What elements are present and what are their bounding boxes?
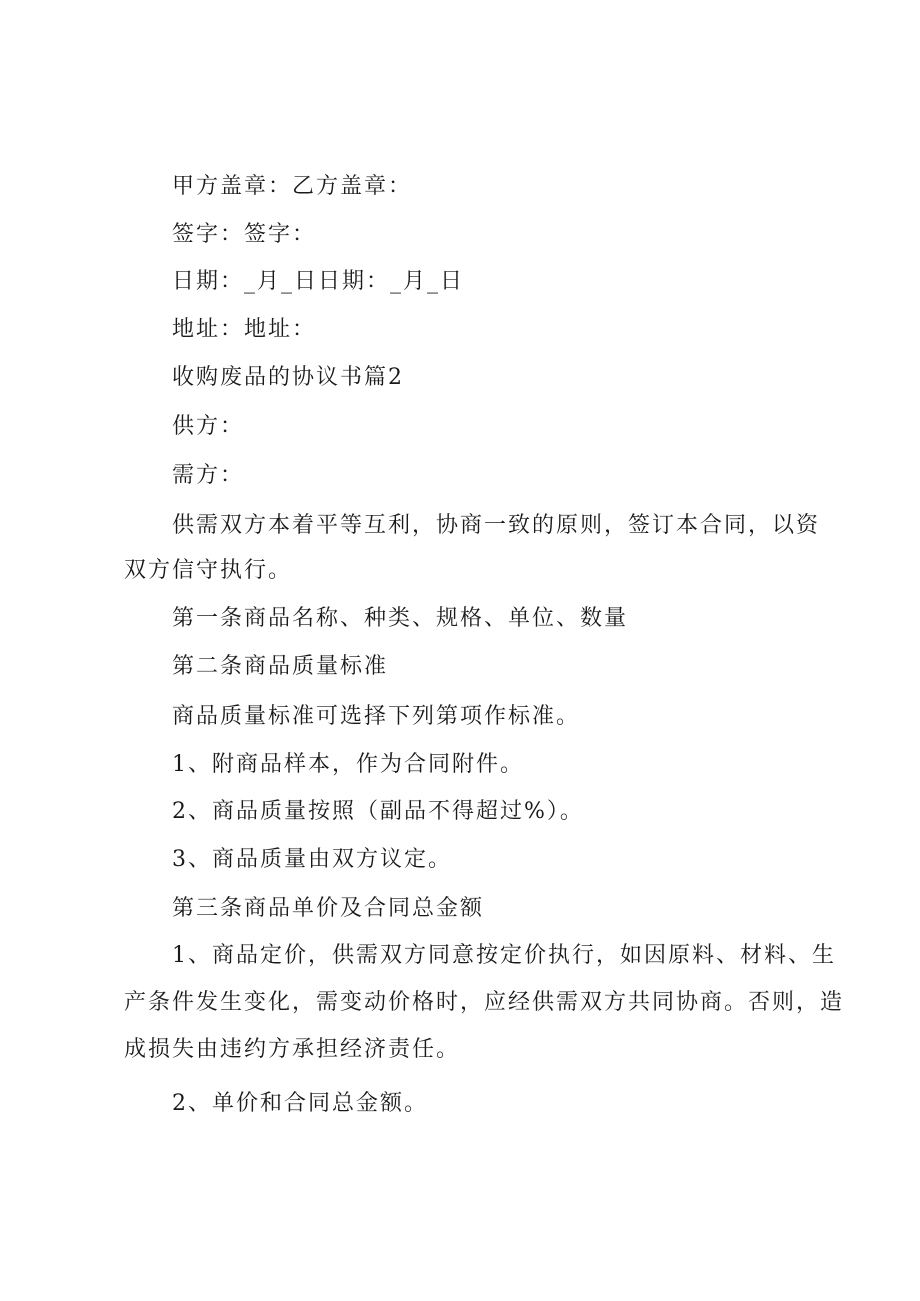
quality-standard-text: 商品质量标准可选择下列第项作标准。 xyxy=(172,704,581,729)
price-item-1-line-3: 成损失由违约方承担经济责任。 xyxy=(124,1037,461,1062)
quality-item-3: 3、商品质量由双方议定。 xyxy=(172,847,452,872)
preamble-line-2: 双方信守执行。 xyxy=(124,558,293,583)
supplier-line: 供方： xyxy=(172,414,245,439)
article-3-heading: 第三条商品单价及合同总金额 xyxy=(172,896,485,921)
buyer-line: 需方： xyxy=(172,463,245,488)
price-item-1-line-2: 产条件发生变化，需变动价格时，应经供需双方共同协商。否则，造 xyxy=(124,990,845,1015)
quality-item-2: 2、商品质量按照（副品不得超过%）。 xyxy=(172,799,584,824)
seal-line: 甲方盖章：乙方盖章： xyxy=(172,174,413,199)
price-item-1-line-1: 1、商品定价，供需双方同意按定价执行，如因原料、材料、生 xyxy=(172,943,836,968)
article-2-heading: 第二条商品质量标准 xyxy=(172,654,389,679)
address-line: 地址：地址： xyxy=(172,317,317,342)
quality-item-1: 1、附商品样本，作为合同附件。 xyxy=(172,752,524,777)
preamble-line-1: 供需双方本着平等互利，协商一致的原则，签订本合同，以资 xyxy=(172,513,821,538)
date-line: 日期：_月_日日期：_月_日 xyxy=(172,269,465,294)
section-title: 收购废品的协议书篇2 xyxy=(172,365,404,390)
article-1-heading: 第一条商品名称、种类、规格、单位、数量 xyxy=(172,606,629,631)
price-item-2: 2、单价和合同总金额。 xyxy=(172,1091,428,1116)
signature-line: 签字：签字： xyxy=(172,222,317,247)
